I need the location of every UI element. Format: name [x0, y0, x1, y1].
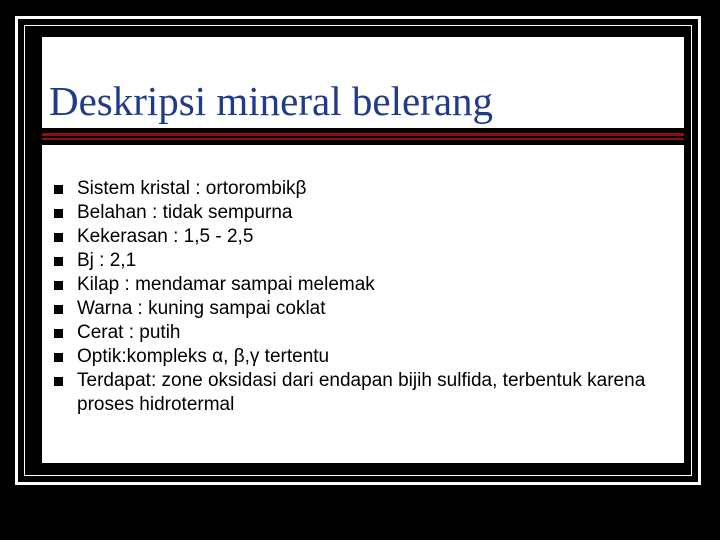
slide-title: Deskripsi mineral belerang: [49, 78, 494, 124]
bullet-text: Kilap : mendamar sampai melemak: [77, 274, 375, 295]
square-bullet-icon: [54, 209, 63, 218]
square-bullet-icon: [54, 233, 63, 242]
bullet-text: Warna : kuning sampai coklat: [77, 298, 326, 319]
bullet-item: [42, 225, 684, 249]
bullet-item: [42, 201, 684, 225]
title-divider-top: [42, 133, 684, 136]
bullet-list: [42, 177, 684, 417]
square-bullet-icon: [54, 257, 63, 266]
bullet-text: Terdapat: zone oksidasi dari endapan bijih sulfida, terbentuk karena proses hidrotermal: [77, 370, 646, 415]
square-bullet-icon: [54, 185, 63, 194]
square-bullet-icon: [54, 329, 63, 338]
bullet-item: [42, 273, 684, 297]
bullet-text: Sistem kristal : ortorombikβ: [77, 178, 307, 199]
bullet-item: [42, 321, 684, 345]
title-panel: [42, 37, 684, 128]
bullet-item: [42, 177, 684, 201]
bullet-text: Kekerasan : 1,5 - 2,5: [77, 226, 254, 247]
square-bullet-icon: [54, 353, 63, 362]
bullet-text: Bj : 2,1: [77, 250, 137, 271]
bullet-text: Cerat : putih: [77, 322, 181, 343]
bullet-text: Optik:kompleks α, β,γ tertentu: [77, 346, 330, 367]
square-bullet-icon: [54, 377, 63, 386]
title-divider-bottom: [42, 138, 684, 140]
bullet-item: [42, 249, 684, 273]
bullet-item: [42, 297, 684, 321]
square-bullet-icon: [54, 281, 63, 290]
bullet-text: Belahan : tidak sempurna: [77, 202, 293, 223]
square-bullet-icon: [54, 305, 63, 314]
content-panel: [42, 145, 684, 463]
bullet-item: [42, 345, 684, 369]
bullet-item: [42, 369, 672, 417]
